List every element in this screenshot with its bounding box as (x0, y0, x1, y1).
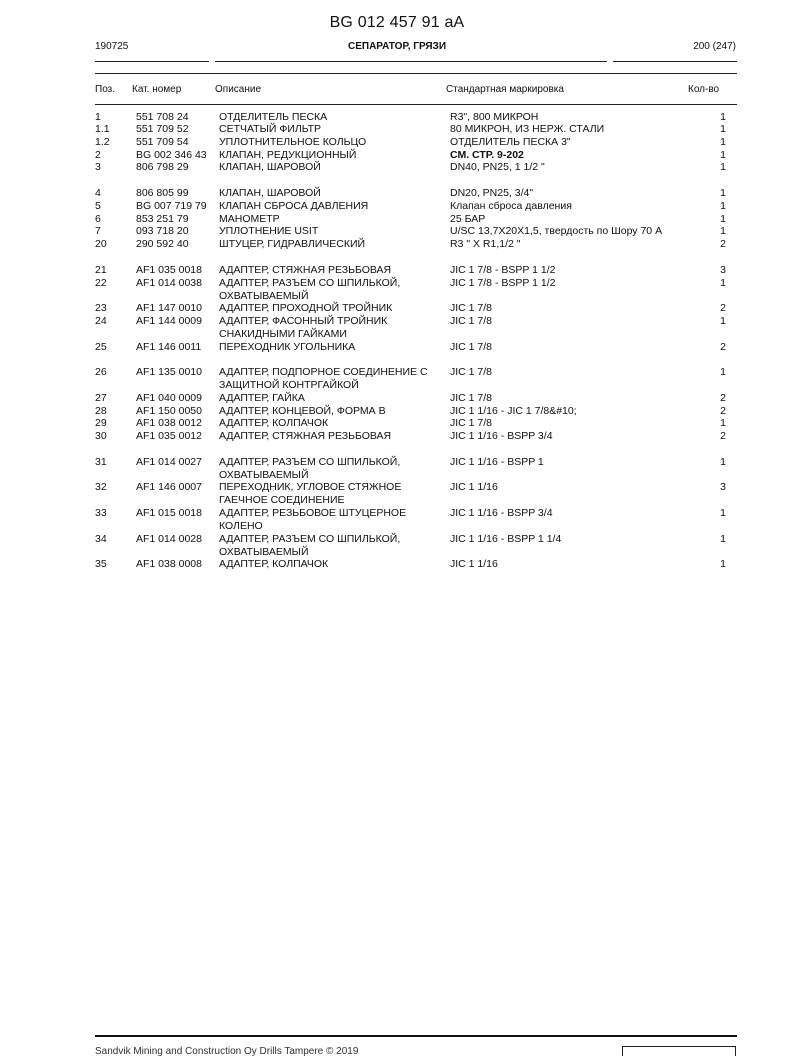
row-position: 2 (95, 149, 101, 161)
row-position: 5 (95, 200, 101, 212)
header-rule-gap-1 (209, 60, 215, 63)
row-standard-marking: JIC 1 1/16 - BSPP 3/4 (450, 430, 553, 442)
row-description: АДАПТЕР, СТЯЖНАЯ РЕЗЬБОВАЯ (219, 264, 392, 276)
row-description: АДАПТЕР, ГАЙКА (219, 392, 305, 404)
row-quantity: 1 (720, 161, 726, 173)
row-standard-marking: JIC 1 1/16 - BSPP 3/4 (450, 507, 553, 519)
row-standard-marking: JIC 1 1/16 (450, 481, 498, 493)
footer-copyright: Sandvik Mining and Construction Oy Drills Tampere © 2019 (95, 1046, 359, 1057)
row-quantity: 3 (720, 481, 726, 493)
row-quantity: 1 (720, 111, 726, 123)
row-standard-marking: JIC 1 1/16 - BSPP 1 1/4 (450, 533, 562, 545)
row-catalog-number: AF1 038 0012 (136, 417, 202, 429)
row-quantity: 1 (720, 533, 726, 545)
row-catalog-number: AF1 147 0010 (136, 302, 202, 314)
row-description: УПЛОТНИТЕЛЬНОЕ КОЛЬЦО (219, 136, 367, 148)
row-standard-marking: JIC 1 7/8 (450, 341, 493, 353)
row-standard-marking: ОТДЕЛИТЕЛЬ ПЕСКА 3" (450, 136, 571, 148)
row-position: 28 (95, 405, 107, 417)
row-description: АДАПТЕР, ПОДПОРНОЕ СОЕДИНЕНИЕ С ЗАЩИТНОЙ КОНТРГАЙКОЙ (219, 366, 428, 391)
row-catalog-number: 551 709 54 (136, 136, 189, 148)
row-description: КЛАПАН, ШАРОВОЙ (219, 161, 321, 173)
row-quantity: 2 (720, 430, 726, 442)
row-standard-marking: 25 БАР (450, 213, 486, 225)
row-position: 4 (95, 187, 101, 199)
header-rule-top (95, 61, 737, 62)
row-description: МАНОМЕТР (219, 213, 280, 225)
row-quantity: 1 (720, 187, 726, 199)
row-catalog-number: AF1 146 0011 (136, 341, 202, 353)
row-description: СЕТЧАТЫЙ ФИЛЬТР (219, 123, 322, 135)
row-quantity: 1 (720, 277, 726, 289)
row-description: АДАПТЕР, СТЯЖНАЯ РЕЗЬБОВАЯ (219, 430, 392, 442)
row-position: 24 (95, 315, 107, 327)
row-position: 31 (95, 456, 107, 468)
row-standard-marking: JIC 1 7/8 (450, 417, 493, 429)
row-standard-marking: JIC 1 1/16 - JIC 1 7/8&#10; (450, 405, 577, 417)
row-catalog-number: 093 718 20 (136, 225, 189, 237)
row-position: 1.1 (95, 123, 110, 135)
row-position: 29 (95, 417, 107, 429)
row-description: АДАПТЕР, РАЗЪЕМ СО ШПИЛЬКОЙ, ОХВАТЫВАЕМЫЙ (219, 277, 401, 302)
row-description: ОТДЕЛИТЕЛЬ ПЕСКА (219, 111, 328, 123)
row-catalog-number: AF1 146 0007 (136, 481, 202, 493)
row-position: 27 (95, 392, 107, 404)
row-quantity: 1 (720, 200, 726, 212)
row-catalog-number: AF1 040 0009 (136, 392, 202, 404)
footer-logo (622, 1046, 736, 1056)
row-standard-marking: JIC 1 1/16 (450, 558, 498, 570)
row-catalog-number: AF1 135 0010 (136, 366, 202, 378)
row-description: ПЕРЕХОДНИК УГОЛЬНИКА (219, 341, 356, 353)
row-position: 20 (95, 238, 107, 250)
row-description: АДАПТЕР, РЕЗЬБОВОЕ ШТУЦЕРНОЕ КОЛЕНО (219, 507, 407, 532)
row-standard-marking: JIC 1 7/8 - BSPP 1 1/2 (450, 277, 556, 289)
row-standard-marking: R3 " X R1,1/2 " (450, 238, 521, 250)
row-description: УПЛОТНЕНИЕ USIT (219, 225, 319, 237)
header-rule-gap-2 (607, 60, 613, 63)
row-standard-marking: R3", 800 МИКРОН (450, 111, 539, 123)
row-description: АДАПТЕР, КОЛПАЧОК (219, 417, 329, 429)
row-catalog-number: AF1 015 0018 (136, 507, 202, 519)
row-description: ШТУЦЕР, ГИДРАВЛИЧЕСКИЙ (219, 238, 366, 250)
row-quantity: 2 (720, 302, 726, 314)
row-quantity: 1 (720, 558, 726, 570)
column-header-desc: Описание (215, 84, 262, 95)
row-standard-marking: DN40, PN25, 1 1/2 " (450, 161, 545, 173)
row-description: КЛАПАН, РЕДУКЦИОННЫЙ (219, 149, 357, 161)
column-header-std: Стандартная маркировка (446, 84, 564, 95)
row-position: 6 (95, 213, 101, 225)
row-quantity: 1 (720, 417, 726, 429)
row-quantity: 3 (720, 264, 726, 276)
row-position: 33 (95, 507, 107, 519)
column-header-pos: Поз. (95, 84, 115, 95)
row-position: 32 (95, 481, 107, 493)
row-position: 1 (95, 111, 101, 123)
row-catalog-number: 551 709 52 (136, 123, 189, 135)
footer-rule (95, 1035, 737, 1037)
row-description: АДАПТЕР, ПРОХОДНОЙ ТРОЙНИК (219, 302, 393, 314)
row-position: 26 (95, 366, 107, 378)
column-header-qty: Кол-во (688, 84, 720, 95)
row-catalog-number: AF1 035 0012 (136, 430, 202, 442)
row-position: 25 (95, 341, 107, 353)
row-catalog-number: AF1 035 0018 (136, 264, 202, 276)
row-standard-marking: JIC 1 1/16 - BSPP 1 (450, 456, 544, 468)
row-catalog-number: AF1 038 0008 (136, 558, 202, 570)
row-standard-marking: Клапан сброса давления (450, 200, 572, 212)
row-description: АДАПТЕР, РАЗЪЕМ СО ШПИЛЬКОЙ, ОХВАТЫВАЕМЫЙ (219, 533, 401, 558)
row-position: 23 (95, 302, 107, 314)
row-description: АДАПТЕР, ФАСОННЫЙ ТРОЙНИК СНАКИДНЫМИ ГАЙКАМИ (219, 315, 388, 340)
document-title: BG 012 457 91 aA (329, 14, 465, 31)
column-header-rule (95, 104, 737, 105)
row-position: 21 (95, 264, 107, 276)
row-quantity: 2 (720, 392, 726, 404)
row-quantity: 1 (720, 136, 726, 148)
row-description: АДАПТЕР, КОНЦЕВОЙ, ФОРМА В (219, 405, 386, 417)
row-quantity: 1 (720, 456, 726, 468)
row-position: 30 (95, 430, 107, 442)
row-position: 35 (95, 558, 107, 570)
row-catalog-number: AF1 014 0038 (136, 277, 202, 289)
row-description: КЛАПАН, ШАРОВОЙ (219, 187, 321, 199)
row-catalog-number: 290 592 40 (136, 238, 189, 250)
row-catalog-number: AF1 014 0027 (136, 456, 202, 468)
date-code: 190725 (95, 41, 129, 52)
row-catalog-number: AF1 150 0050 (136, 405, 202, 417)
row-description: АДАПТЕР, РАЗЪЕМ СО ШПИЛЬКОЙ, ОХВАТЫВАЕМЫЙ (219, 456, 401, 481)
row-position: 3 (95, 161, 101, 173)
row-standard-marking: СМ. СТР. 9-202 (450, 149, 524, 161)
page-number: 200 (247) (693, 41, 736, 52)
row-quantity: 2 (720, 341, 726, 353)
row-quantity: 2 (720, 238, 726, 250)
row-position: 22 (95, 277, 107, 289)
row-catalog-number: AF1 014 0028 (136, 533, 202, 545)
row-catalog-number: AF1 144 0009 (136, 315, 202, 327)
row-standard-marking: DN20, PN25, 3/4" (450, 187, 534, 199)
row-standard-marking: U/SC 13,7X20X1,5, твердость по Шору 70 А (450, 225, 663, 237)
row-catalog-number: BG 007 719 79 (136, 200, 207, 212)
row-quantity: 1 (720, 315, 726, 327)
row-quantity: 1 (720, 366, 726, 378)
row-position: 1.2 (95, 136, 110, 148)
row-description: КЛАПАН СБРОСА ДАВЛЕНИЯ (219, 200, 369, 212)
row-standard-marking: JIC 1 7/8 - BSPP 1 1/2 (450, 264, 556, 276)
row-position: 34 (95, 533, 107, 545)
row-standard-marking: JIC 1 7/8 (450, 315, 493, 327)
row-catalog-number: 853 251 79 (136, 213, 189, 225)
header-rule-second (95, 73, 737, 74)
row-catalog-number: 551 708 24 (136, 111, 189, 123)
column-header-cat: Кат. номер (132, 84, 182, 95)
row-quantity: 1 (720, 213, 726, 225)
row-quantity: 1 (720, 123, 726, 135)
row-quantity: 1 (720, 225, 726, 237)
row-catalog-number: BG 002 346 43 (136, 149, 207, 161)
row-position: 7 (95, 225, 101, 237)
row-standard-marking: JIC 1 7/8 (450, 392, 493, 404)
row-standard-marking: 80 МИКРОН, ИЗ НЕРЖ. СТАЛИ (450, 123, 605, 135)
section-title: СЕПАРАТОР, ГРЯЗИ (347, 41, 447, 52)
row-description: АДАПТЕР, КОЛПАЧОК (219, 558, 329, 570)
row-catalog-number: 806 798 29 (136, 161, 189, 173)
row-standard-marking: JIC 1 7/8 (450, 302, 493, 314)
row-standard-marking: JIC 1 7/8 (450, 366, 493, 378)
row-quantity: 2 (720, 405, 726, 417)
row-description: ПЕРЕХОДНИК, УГЛОВОЕ СТЯЖНОЕ ГАЕЧНОЕ СОЕДИНЕНИЕ (219, 481, 402, 506)
row-quantity: 1 (720, 149, 726, 161)
row-quantity: 1 (720, 507, 726, 519)
row-catalog-number: 806 805 99 (136, 187, 189, 199)
